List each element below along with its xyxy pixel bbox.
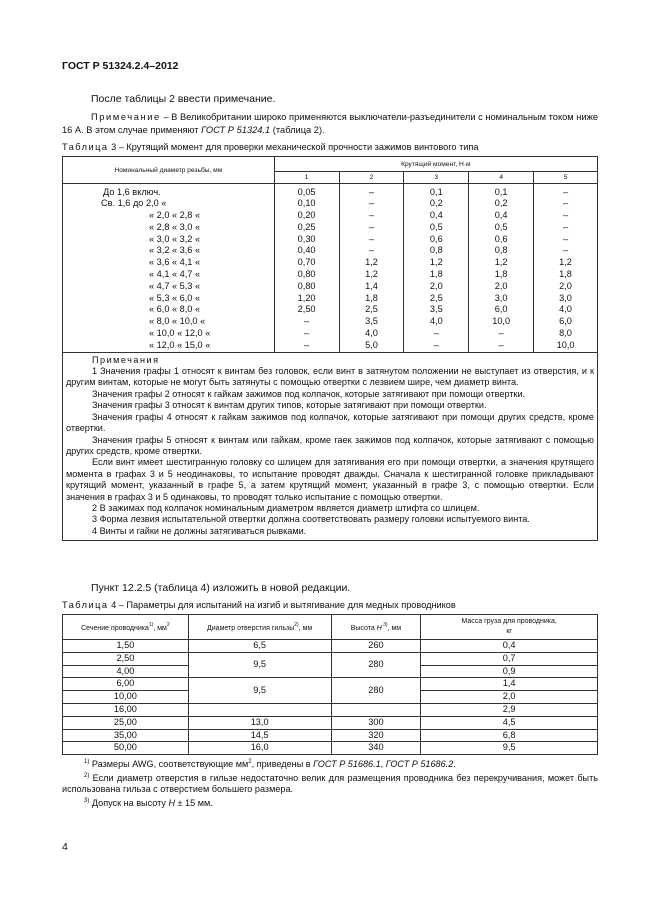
table3-value-cell: 3,5 — [404, 304, 469, 316]
table4-footnotes — [62, 757, 598, 809]
footnote-3: $^{3)}$ Допуск на высоту H ± 15 мм. — [84, 797, 213, 808]
table3-value-cell: 0,80 — [274, 269, 339, 281]
table3-value-cell: – — [339, 187, 404, 199]
table4-diameter-cell: 13,0 — [188, 716, 331, 729]
table3-diameter-cell: « 5,3 « 6,0 « — [63, 293, 275, 305]
table3-row — [63, 198, 598, 210]
table3-value-cell: – — [469, 340, 534, 352]
table3-value-cell: 0,1 — [469, 187, 534, 199]
table3-row — [63, 245, 598, 257]
table3-value-cell: 2,0 — [534, 281, 598, 293]
table4-row — [63, 640, 598, 653]
footnote-1: $^{1)}$ Размеры AWG, соответствующие $мм^2$, приведены в ГОСТ Р 51686.1, ГОСТ Р 51686.2. — [84, 759, 456, 770]
table3-value-cell: – — [534, 222, 598, 234]
notes-title: Примечания — [92, 354, 160, 365]
table4-header-height: Высота H $^{3)}$, мм — [331, 615, 421, 640]
table3-notes — [63, 352, 598, 541]
table4-row — [63, 652, 598, 665]
table3-diameter-cell: « 2,8 « 3,0 « — [63, 222, 275, 234]
table3-value-cell: 1,8 — [404, 269, 469, 281]
table4-height-cell — [331, 703, 421, 716]
table3-diameter-cell: « 3,2 « 3,6 « — [63, 245, 275, 257]
table3-value-cell: 0,4 — [404, 210, 469, 222]
table3-value-cell: 0,2 — [404, 198, 469, 210]
table3-value-cell: 0,5 — [469, 222, 534, 234]
table3-value-cell: 1,4 — [339, 281, 404, 293]
table3-value-cell: 6,0 — [534, 316, 598, 328]
table3-value-cell: – — [274, 340, 339, 352]
table4-row — [63, 703, 598, 716]
table3-value-cell: 10,0 — [534, 340, 598, 352]
note-label: Примечание — [91, 112, 161, 122]
table3-value-cell: 0,5 — [404, 222, 469, 234]
table4-diameter-cell: 16,0 — [188, 742, 331, 755]
table4-diameter-cell — [188, 703, 331, 716]
table4-height-cell: 280 — [331, 678, 421, 704]
table3-value-cell: – — [339, 198, 404, 210]
table3-value-cell: 0,10 — [274, 198, 339, 210]
table3-diameter-cell: « 8,0 « 10,0 « — [63, 316, 275, 328]
table4-section-cell: 1,50 — [63, 640, 189, 653]
caption-text: 4 – Параметры для испытаний на изгиб и вытягивание для медных проводников — [108, 600, 456, 610]
table3-value-cell: 6,0 — [469, 304, 534, 316]
caption-label: Таблица — [62, 142, 109, 152]
table3-value-cell: 0,6 — [404, 234, 469, 246]
table4-section-cell: 10,00 — [63, 691, 189, 704]
table4-section-cell: 2,50 — [63, 652, 189, 665]
table3-value-cell: 0,80 — [274, 281, 339, 293]
table4-mass-cell: 4,5 — [421, 716, 598, 729]
table4-diameter-cell: 9,5 — [188, 678, 331, 704]
table3-value-cell: 1,20 — [274, 293, 339, 305]
table4-caption — [62, 600, 456, 610]
table3-row — [63, 257, 598, 269]
table3-diameter-cell: « 4,7 « 5,3 « — [63, 281, 275, 293]
table4-height-cell: 260 — [331, 640, 421, 653]
table4 — [62, 614, 598, 755]
table3 — [62, 156, 598, 541]
table4-header-mass: Масса груза для проводника, кг — [421, 615, 598, 640]
table3-value-cell: 0,8 — [469, 245, 534, 257]
table3-value-cell: 3,0 — [534, 293, 598, 305]
table3-value-cell: 1,2 — [404, 257, 469, 269]
table3-col-header: 2 — [339, 172, 404, 184]
note-text-end: (таблица 2). — [270, 124, 325, 135]
table3-value-cell: 0,4 — [469, 210, 534, 222]
table3-value-cell: 4,0 — [339, 328, 404, 340]
table4-diameter-cell: 6,5 — [188, 640, 331, 653]
table4-mass-cell: 0,7 — [421, 652, 598, 665]
table3-value-cell: – — [534, 198, 598, 210]
table3-value-cell: 1,2 — [339, 269, 404, 281]
table3-col-header: 1 — [274, 172, 339, 184]
table3-value-cell: 4,0 — [404, 316, 469, 328]
table3-value-cell: 2,50 — [274, 304, 339, 316]
intro-note — [62, 111, 598, 136]
table3-col-header: 3 — [404, 172, 469, 184]
note-paragraph: Если винт имеет шестигранную головку со шлицем для затягивания его при помощи отвертки, а значения крутящего момента в графах 3 и 5 неодинаковы, то испытание проводят дважды. Сначала к шестигранной головке прикладывают крутящий момент, указанный в графе 5, а затем крутящий момент, указанный в графе 3, с помощью отвертки. Если значения в графах 3 и 5 одинаковы, то проводят только испытание с помощью отвертки. — [66, 457, 594, 502]
table3-diameter-cell: « 3,0 « 3,2 « — [63, 234, 275, 246]
table3-row — [63, 187, 598, 199]
table4-section-cell: 35,00 — [63, 729, 189, 742]
table3-group-header: Крутящий момент, Н·м — [274, 157, 597, 172]
table4-height-cell: 300 — [331, 716, 421, 729]
table3-value-cell: – — [339, 222, 404, 234]
table3-value-cell: 0,1 — [404, 187, 469, 199]
table3-diameter-cell: « 10,0 « 12,0 « — [63, 328, 275, 340]
table3-row — [63, 281, 598, 293]
table3-value-cell: 10,0 — [469, 316, 534, 328]
intro-line-1: После таблицы 2 ввести примечание. — [91, 93, 276, 105]
table4-mass-cell: 1,4 — [421, 678, 598, 691]
table3-value-cell: 1,8 — [534, 269, 598, 281]
note-paragraph: Значения графы 3 относят к винтам других типов, которые затягивают при помощи отвертки. — [92, 400, 487, 411]
table3-value-cell: – — [534, 245, 598, 257]
table3-row — [63, 210, 598, 222]
note-paragraph: 2 В зажимах под колпачок номинальным диаметром является диаметр штифта со шлицем. — [92, 502, 480, 513]
caption-label: Таблица — [62, 600, 109, 610]
table3-diameter-cell: « 4,1 « 4,7 « — [63, 269, 275, 281]
table4-diameter-cell: 14,5 — [188, 729, 331, 742]
table4-header-diameter: Диаметр отверстия гильзы$^{2)}$, мм — [188, 615, 331, 640]
table3-value-cell: – — [339, 234, 404, 246]
table4-diameter-cell: 9,5 — [188, 652, 331, 678]
table3-value-cell: 0,8 — [404, 245, 469, 257]
table3-value-cell: 0,25 — [274, 222, 339, 234]
table4-row — [63, 742, 598, 755]
table4-mass-cell: 9,5 — [421, 742, 598, 755]
table3-value-cell: – — [534, 187, 598, 199]
table3-diameter-cell: Св. 1,6 до 2,0 « — [63, 198, 275, 210]
table3-caption — [62, 142, 479, 152]
table4-section-cell: 4,00 — [63, 665, 189, 678]
page-number: 4 — [62, 841, 68, 853]
table3-notes-row — [63, 352, 598, 541]
table3-value-cell: – — [404, 328, 469, 340]
standard-header: ГОСТ Р 51324.2.4–2012 — [62, 60, 179, 72]
table3-row — [63, 269, 598, 281]
note-paragraph: Значения графы 5 относят к винтам или гайкам, кроме гаек зажимов под колпачок, которые затягивают с помощью других средств, кроме отвертки. — [66, 434, 594, 456]
table3-diameter-cell: « 12,0 « 15,0 « — [63, 340, 275, 352]
table3-value-cell: – — [469, 328, 534, 340]
table4-row — [63, 678, 598, 691]
table3-value-cell: – — [404, 340, 469, 352]
table4-mass-cell: 2,9 — [421, 703, 598, 716]
table3-value-cell: 0,70 — [274, 257, 339, 269]
table3-value-cell: 3,0 — [469, 293, 534, 305]
table4-height-cell: 340 — [331, 742, 421, 755]
table3-value-cell: 5,0 — [339, 340, 404, 352]
table4-mass-cell: 0,4 — [421, 640, 598, 653]
intro-line-2: Пункт 12.2.5 (таблица 4) изложить в новой редакции. — [91, 582, 351, 594]
table4-mass-cell: 6,8 — [421, 729, 598, 742]
note-paragraph: Значения графы 2 относят к гайкам зажимов под колпачок, которые затягивают при помощи отвертки. — [92, 388, 526, 399]
table4-height-cell: 280 — [331, 652, 421, 678]
table3-value-cell: 8,0 — [534, 328, 598, 340]
table3-value-cell: 0,40 — [274, 245, 339, 257]
table4-row — [63, 716, 598, 729]
table3-col-header: 4 — [469, 172, 534, 184]
table3-value-cell: 2,5 — [404, 293, 469, 305]
table3-row — [63, 234, 598, 246]
table3-value-cell: 2,0 — [404, 281, 469, 293]
table3-value-cell: 1,8 — [339, 293, 404, 305]
table3-value-cell: 0,6 — [469, 234, 534, 246]
table4-section-cell: 6,00 — [63, 678, 189, 691]
table3-value-cell: 4,0 — [534, 304, 598, 316]
table4-section-cell: 16,00 — [63, 703, 189, 716]
note-text: – В Великобритании широко применяются выключатели-разъединители с номинальным током ниже 16 А. В этом случае применяют — [62, 112, 598, 135]
table4-section-cell: 25,00 — [63, 716, 189, 729]
table3-row — [63, 316, 598, 328]
table3-value-cell: 1,2 — [469, 257, 534, 269]
table3-value-cell: 3,5 — [339, 316, 404, 328]
table3-value-cell: – — [534, 210, 598, 222]
table3-value-cell: 1,2 — [339, 257, 404, 269]
note-paragraph: 4 Винты и гайки не должны затягиваться рывками. — [92, 525, 307, 536]
table3-value-cell: – — [274, 328, 339, 340]
table3-value-cell: – — [274, 316, 339, 328]
table3-row — [63, 222, 598, 234]
table3-diameter-cell: До 1,6 включ. — [63, 187, 275, 199]
table3-col-header: 5 — [534, 172, 598, 184]
table3-value-cell: 1,2 — [534, 257, 598, 269]
table3-row — [63, 340, 598, 352]
table4-header-section: Сечение проводника$^{1)}$, $мм^2$ — [63, 615, 189, 640]
table3-value-cell: 2,0 — [469, 281, 534, 293]
note-paragraph: 3 Форма лезвия испытательной отвертки должна соответствовать размеру головки испытуемого винта. — [92, 514, 530, 525]
table4-mass-cell: 2,0 — [421, 691, 598, 704]
table3-col0-header: Номинальный диаметр резьбы, мм — [63, 157, 275, 184]
table3-value-cell: 1,8 — [469, 269, 534, 281]
table3-value-cell: 2,5 — [339, 304, 404, 316]
table4-section-cell: 50,00 — [63, 742, 189, 755]
footnote-2: $^{2)}$ Если диаметр отверстия в гильзе недостаточно велик для размещения проводника без перекручивания, может быть использована гильза с отверстием большего размера. — [62, 772, 598, 795]
caption-text: 3 – Крутящий момент для проверки механической прочности зажимов винтового типа — [108, 142, 479, 152]
table3-diameter-cell: « 6,0 « 8,0 « — [63, 304, 275, 316]
table3-value-cell: 0,2 — [469, 198, 534, 210]
table3-value-cell: 0,05 — [274, 187, 339, 199]
table3-value-cell: – — [339, 245, 404, 257]
table3-diameter-cell: « 2,0 « 2,8 « — [63, 210, 275, 222]
table3-value-cell: – — [339, 210, 404, 222]
table3-value-cell: – — [534, 234, 598, 246]
note-standard-ref: ГОСТ Р 51324.1 — [201, 124, 271, 135]
table3-value-cell: 0,20 — [274, 210, 339, 222]
table4-height-cell: 320 — [331, 729, 421, 742]
table3-value-cell: 0,30 — [274, 234, 339, 246]
table4-mass-cell: 0,9 — [421, 665, 598, 678]
table3-row — [63, 293, 598, 305]
table3-row — [63, 328, 598, 340]
note-paragraph: 1 Значения графы 1 относят к винтам без головок, если винт в затянутом положении не выступает из отверстия, и к другим винтам, которые не могут быть затянуты с помощью отвертки с лезвием шире, чем диаметр винта. — [66, 366, 594, 388]
note-paragraph: Значения графы 4 относят к гайкам зажимов под колпачок, которые затягивают при помощи других средств, кроме отвертки. — [66, 411, 594, 434]
table3-row — [63, 304, 598, 316]
table3-diameter-cell: « 3,6 « 4,1 « — [63, 257, 275, 269]
table4-row — [63, 729, 598, 742]
